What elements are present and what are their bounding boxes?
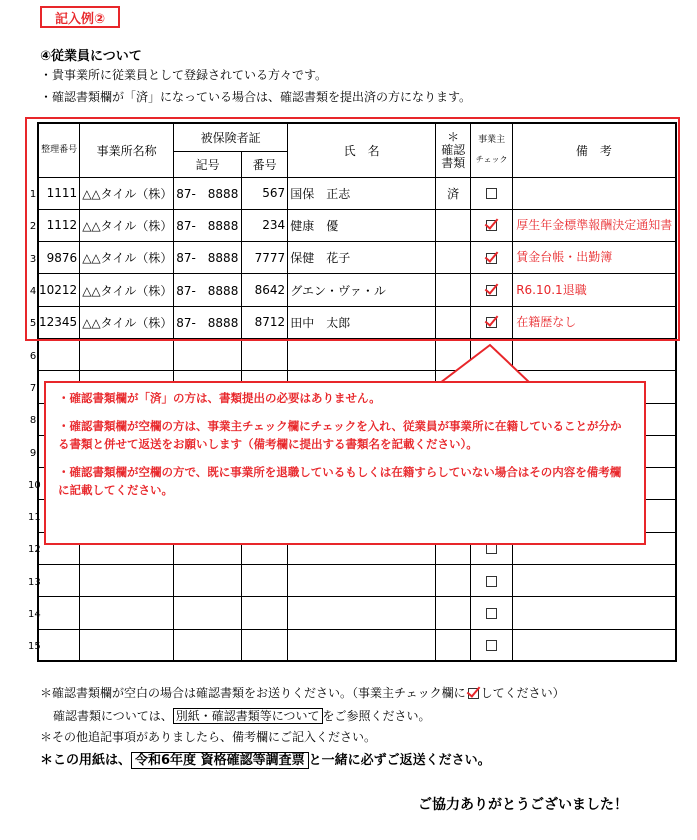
header-seiri: 整理番号 bbox=[38, 123, 80, 177]
header-symbol: 記号 bbox=[174, 151, 242, 177]
cell-office: △△タイル（株） bbox=[80, 209, 174, 241]
header-office: 事業所名称 bbox=[80, 123, 174, 177]
row-number: 12 bbox=[28, 544, 41, 556]
footer-line-1a: ＊確認書類欄が空白の場合は確認書類をお送りください。（事業主チェック欄に bbox=[40, 686, 466, 700]
cell-seiri: 1111 bbox=[38, 177, 80, 209]
cell-symbol: 87- 8888 bbox=[174, 274, 242, 306]
header-remarks: 備 考 bbox=[513, 123, 676, 177]
cell-name: 国保 正志 bbox=[288, 177, 436, 209]
callout-line-3: ・確認書類欄が空欄の方で、既に事業所を退職しているもしくは在籍すらしていない場合はその内容を備考欄に記載してください。 bbox=[58, 465, 622, 497]
intro-line-2: ・確認書類欄が「済」になっている場合は、確認書類を提出済の方になります。 bbox=[40, 90, 472, 104]
header-name: 氏 名 bbox=[288, 123, 436, 177]
cell-symbol: 87- 8888 bbox=[174, 306, 242, 338]
row-number: 5 bbox=[29, 318, 37, 330]
header-confirm-star: ＊ bbox=[447, 129, 460, 144]
footer-line-2b: をご参照ください。 bbox=[322, 709, 431, 723]
cell-office: △△タイル（株） bbox=[80, 274, 174, 306]
example-badge: 記入例② bbox=[40, 6, 120, 28]
footer-line-3: ＊その他追記事項がありましたら、備考欄にご記入ください。 bbox=[40, 730, 377, 744]
row-number: 14 bbox=[28, 609, 41, 621]
row-number: 3 bbox=[29, 253, 37, 265]
cell-office: △△タイル（株） bbox=[80, 306, 174, 338]
header-insured: 被保険者証 bbox=[174, 123, 288, 151]
cell-number: 234 bbox=[242, 209, 288, 241]
header-number: 番号 bbox=[242, 151, 288, 177]
cell-note: 在籍歴なし bbox=[513, 306, 676, 338]
footer-line-2-box: 別紙・確認書類等について bbox=[173, 708, 323, 724]
cell-seiri: 9876 bbox=[38, 242, 80, 274]
cell-note: 賃金台帳・出勤簿 bbox=[513, 242, 676, 274]
header-confirm-label: 確認書類 bbox=[441, 142, 466, 170]
checkbox-example-icon bbox=[468, 688, 479, 699]
cell-name: 健康 優 bbox=[288, 209, 436, 241]
header-employer: 事業主 bbox=[478, 135, 506, 146]
callout-line-2: ・確認書類欄が空欄の方は、事業主チェック欄にチェックを入れ、従業員が事業所に在籍していることが分かる書類と併せて返送をお願いします（備考欄に提出する書類名を記載ください）。 bbox=[58, 419, 622, 451]
footer-line-4b: と一緒に必ずご返送ください。 bbox=[308, 753, 491, 768]
intro-line-1: ・貴事業所に従業員として登録されている方々です。 bbox=[40, 68, 328, 82]
section-title: ④従業員について bbox=[40, 49, 142, 64]
cell-confirm: 済 bbox=[436, 177, 471, 209]
row-number: 15 bbox=[28, 641, 41, 653]
callout-note bbox=[44, 381, 646, 545]
cell-symbol: 87- 8888 bbox=[174, 242, 242, 274]
row-number: 4 bbox=[29, 286, 37, 298]
cell-seiri: 10212 bbox=[38, 274, 80, 306]
footer-line-4a: ＊この用紙は、 bbox=[40, 753, 132, 768]
thanks-message: ご協力ありがとうございました！ bbox=[418, 797, 628, 813]
footer-line-2a: 確認書類については、 bbox=[53, 709, 173, 723]
cell-note: 厚生年金標準報酬決定通知書 bbox=[513, 209, 676, 241]
footer-line-4 bbox=[40, 749, 491, 768]
cell-seiri: 12345 bbox=[38, 306, 80, 338]
cell-number: 8712 bbox=[242, 306, 288, 338]
cell-number: 8642 bbox=[242, 274, 288, 306]
footer-line-1 bbox=[40, 684, 565, 701]
row-number: 8 bbox=[29, 415, 37, 427]
row-number: 2 bbox=[29, 221, 37, 233]
cell-number: 7777 bbox=[242, 242, 288, 274]
row-number: 13 bbox=[28, 576, 41, 588]
cell-name: 保健 花子 bbox=[288, 242, 436, 274]
footer-line-4-box: 令和6年度 資格確認等調査票 bbox=[131, 752, 309, 769]
row-number: 10 bbox=[28, 479, 41, 491]
footer-line-1b: してください） bbox=[480, 686, 565, 700]
row-number: 9 bbox=[29, 447, 37, 459]
footer-line-2 bbox=[53, 707, 431, 724]
callout-line-1: ・確認書類欄が「済」の方は、書類提出の必要はありません。 bbox=[58, 391, 381, 405]
cell-name: グエン・ヴァ・ル bbox=[288, 274, 436, 306]
cell-seiri: 1112 bbox=[38, 209, 80, 241]
cell-name: 田中 太郎 bbox=[288, 306, 436, 338]
cell-office: △△タイル（株） bbox=[80, 242, 174, 274]
row-number: 6 bbox=[29, 350, 37, 362]
cell-symbol: 87- 8888 bbox=[174, 177, 242, 209]
cell-note: R6.10.1退職 bbox=[513, 274, 676, 306]
row-number: 7 bbox=[29, 382, 37, 394]
cell-number: 567 bbox=[242, 177, 288, 209]
cell-office: △△タイル（株） bbox=[80, 177, 174, 209]
cell-symbol: 87- 8888 bbox=[174, 209, 242, 241]
row-number: 11 bbox=[28, 512, 41, 524]
header-check: チェック bbox=[475, 155, 508, 165]
row-number: 1 bbox=[29, 189, 37, 201]
